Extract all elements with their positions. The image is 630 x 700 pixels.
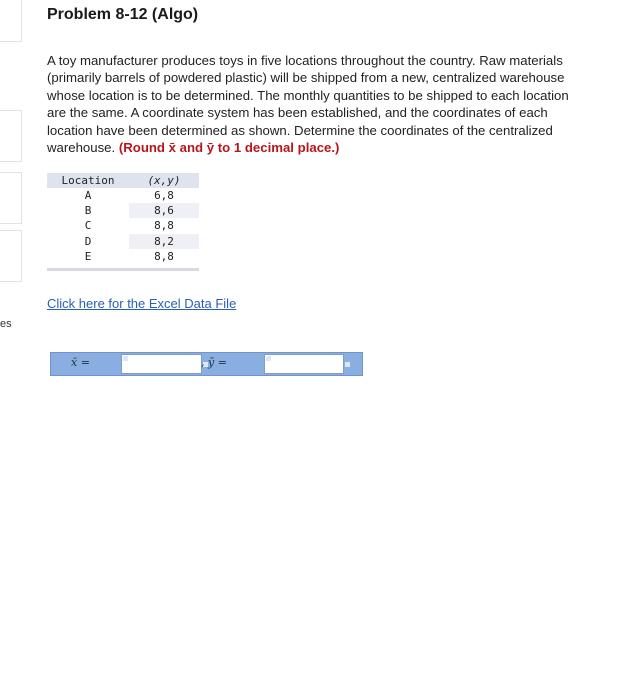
sidebar-tab[interactable] [0,110,22,162]
location-cell: C [84,219,92,233]
input-corner-marker [266,356,271,361]
header-coordinates: (x,y) [129,173,199,188]
location-cell: E [84,249,92,263]
location-cell: D [84,234,92,248]
rounding-instruction: (Round x̄ and ȳ to 1 decimal place.) [118,140,340,156]
table-row [47,249,199,264]
location-cell: B [84,204,92,218]
sidebar-tab[interactable] [0,0,22,42]
table-bottom-divider [47,268,199,271]
answer-bar [50,352,363,376]
coords-cell: 8,8 [154,219,174,233]
coords-cell: 8,2 [129,234,199,249]
table-row [47,188,199,203]
sidebar-partial-label: es [0,318,12,330]
table-row [47,234,199,249]
problem-text: A toy manufacturer produces toys in five locations throughout the country. Raw materials (primarily barrels of powdered plastic) will be shipped from a new, centralized warehouse whose location is to be determined. The monthly quantities to be shipped to each location are the same. A coordinate system has been established, and the coordinates of each location have been determined as shown. Determine the coordinates of the centralized warehouse. [47,53,569,156]
excel-data-file-link[interactable]: Click here for the Excel Data File [47,296,237,311]
coords-cell: 6,8 [154,189,174,203]
input-corner-marker [123,356,128,361]
table-header-row [47,173,199,188]
coords-cell: 8,6 [129,203,199,218]
input-corner-marker [345,362,350,367]
problem-statement [47,52,587,156]
location-table [47,173,199,264]
sidebar-tab[interactable] [0,230,22,282]
y-bar-label: , ȳ = [201,356,227,369]
table-row [47,203,199,218]
table-row [47,218,199,233]
y-bar-input[interactable] [264,354,344,374]
location-cell: A [84,189,92,203]
x-bar-label: x̄ = [71,356,90,369]
x-bar-input[interactable] [121,354,202,374]
problem-title: Problem 8-12 (Algo) [47,6,199,23]
sidebar-tab[interactable] [0,172,22,224]
coords-cell: 8,8 [154,249,174,263]
header-location: Location [47,173,129,188]
